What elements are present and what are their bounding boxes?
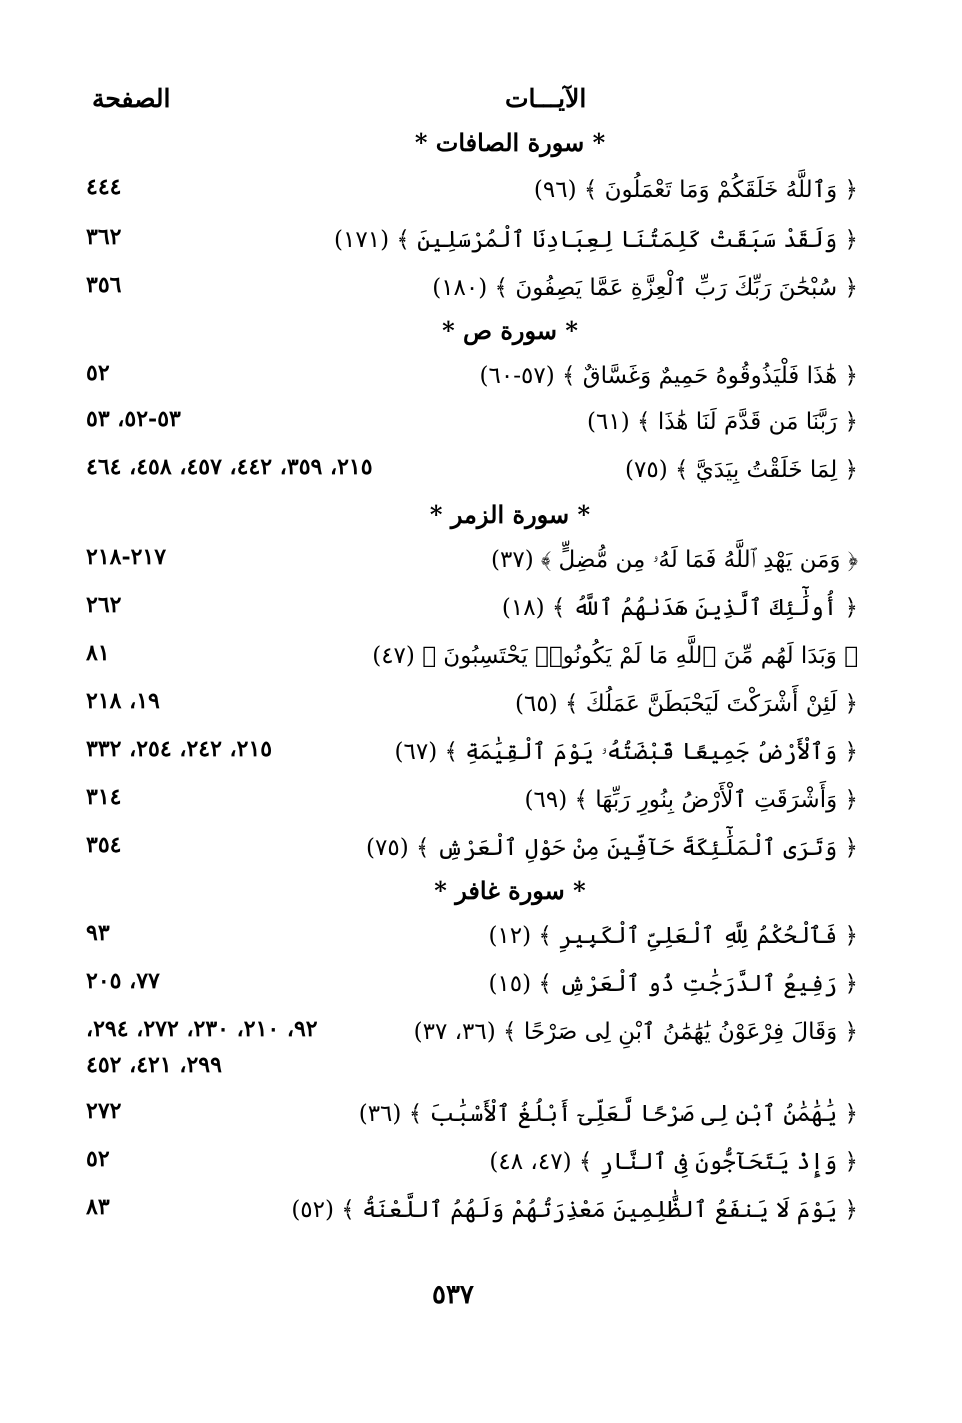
- index-row: [0, 404, 962, 444]
- page-refs: ٢١٥، ٢٤٢، ٢٥٤، ٣٣٢: [86, 736, 273, 762]
- page-refs: ١٩، ٢١٨: [86, 688, 160, 714]
- index-row: [0, 782, 962, 822]
- page-refs: ٢١٧-٢١٨: [86, 544, 167, 570]
- index-row: [0, 1192, 962, 1232]
- index-row: [0, 1144, 962, 1184]
- page-refs: ٣٦٢: [86, 224, 122, 250]
- verse-text: ﴿ هَٰذَا فَلْيَذُوقُوهُ حَمِيمٌ وَغَسَّاقٌ ﴾ (٥٧-٦٠): [479, 363, 858, 389]
- verse-text: ﴿ وَٱللَّهُ خَلَقَكُمْ وَمَا تَعْمَلُونَ ﴾ (٩٦): [533, 177, 858, 203]
- index-row: [0, 638, 962, 678]
- page-refs: ٢٦٢: [86, 592, 122, 618]
- surah-title-ghafir: * سورة غافر *: [434, 876, 586, 905]
- verses-column-header: الآيـــات: [505, 84, 587, 113]
- verse-text: ﴿ يَوْمَ لَا يَنفَعُ ٱلظَّٰلِمِينَ مَعْذِرَتُهُمْ وَلَهُمُ ٱللَّعْنَةُ ﴾ (٥٢): [291, 1197, 858, 1223]
- page-refs: ٥٢: [86, 360, 110, 386]
- verse-text: ﴿ فَٱلْحُكْمُ لِلَّهِ ٱلْعَلِىِّ ٱلْكَبِيرِ ﴾ (١٢): [488, 923, 858, 949]
- index-row: [0, 270, 962, 310]
- verse-text: ﴿ لَئِنْ أَشْرَكْتَ لَيَحْبَطَنَّ عَمَلُكَ ﴾ (٦٥): [515, 691, 858, 717]
- verse-text: ﴿ يَٰهَٰمَٰنُ ٱبْنِ لِى صَرْحًا لَّعَلِّىٓ أَبْلُغُ ٱلْأَسْبَٰبَ ﴾ (٣٦): [358, 1101, 858, 1127]
- index-row: [0, 222, 962, 262]
- verse-text: ﴿ وَلَقَدْ سَبَقَتْ كَلِمَتُنَا لِعِبَادِنَا ٱلْمُرْسَلِينَ ﴾ (١٧١): [334, 227, 858, 253]
- index-row: [0, 358, 962, 398]
- verse-text: ﴿ وَقَالَ فِرْعَوْنُ يَٰهَٰمَٰنُ ٱبْنِ لِى صَرْحًا ﴾ (٣٦، ٣٧): [413, 1019, 858, 1045]
- page-refs: ٩٢، ٢١٠، ٢٣٠، ٢٧٢، ٢٩٤،: [86, 1016, 318, 1042]
- page-refs: ٢٧٢: [86, 1098, 122, 1124]
- verse-text: ﴿ رَبَّنَا مَن قَدَّمَ لَنَا هَٰذَا ﴾ (٦١): [587, 409, 858, 435]
- page-refs: ٥٢: [86, 1146, 110, 1172]
- verse-text: ﴿ وَتَرَى ٱلْمَلَٰٓئِكَةَ حَآفِّينَ مِنْ حَوْلِ ٱلْعَرْشِ ﴾ (٧٥): [366, 835, 858, 861]
- index-row: [0, 830, 962, 870]
- index-row: [0, 966, 962, 1006]
- page-refs: ٣٥٦: [86, 272, 122, 298]
- verse-text: ﴿ رَفِيعُ ٱلدَّرَجَٰتِ ذُو ٱلْعَرْشِ ﴾ (١٥): [488, 971, 858, 997]
- verse-text: ﴿ لِمَا خَلَقْتُ بِيَدَيَّ ﴾ (٧٥): [625, 457, 858, 483]
- page-refs: ٨١: [86, 640, 110, 666]
- index-row: [0, 590, 962, 630]
- index-row: [0, 172, 962, 212]
- page-number: ٥٣٧: [432, 1280, 474, 1310]
- index-row: [0, 918, 962, 958]
- page-refs: ٨٣: [86, 1194, 110, 1220]
- index-row: [0, 542, 962, 582]
- verse-text: ﴿ وَإِذْ يَتَحَآجُّونَ فِى ٱلنَّارِ ﴾ (٤٧، ٤٨): [489, 1149, 858, 1175]
- verse-text: ﴿ أُولَٰٓئِكَ ٱلَّذِينَ هَدَىٰهُمُ ٱللَّهُ ﴾ (١٨): [501, 595, 858, 621]
- index-row: [0, 1014, 962, 1054]
- verse-text: ﴿ سُبْحَٰنَ رَبِّكَ رَبِّ ٱلْعِزَّةِ عَمَّا يَصِفُونَ ﴾ (١٨٠): [432, 275, 858, 301]
- page-refs-continued: ٢٩٩، ٤٢١، ٤٥٢: [86, 1052, 222, 1078]
- verse-text: ﴿ وَبَدَا لَهُم مِّنَ ٱللَّهِ مَا لَمْ يَكُونُوا۟ يَحْتَسِبُونَ ﴾ (٤٧): [372, 643, 858, 669]
- surah-title-zumar: * سورة الزمر *: [429, 500, 591, 529]
- page-refs: ٤٤٤: [86, 174, 122, 200]
- page-refs: ٣٥٤: [86, 832, 122, 858]
- index-row: [0, 1096, 962, 1136]
- verse-text: ﴿ وَأَشْرَقَتِ ٱلْأَرْضُ بِنُورِ رَبِّهَا ﴾ (٦٩): [524, 787, 858, 813]
- page-refs: ٥٣-٥٢، ٥٣: [86, 406, 181, 432]
- verse-text: ﴿ وَمَن يَهْدِ ٱللَّهُ فَمَا لَهُۥ مِن مُّضِلٍّ ﴾ (٣٧): [491, 547, 858, 573]
- page-refs: ٣١٤: [86, 784, 122, 810]
- page-refs: ٢١٥، ٣٥٩، ٤٤٢، ٤٥٧، ٤٥٨، ٤٦٤: [86, 454, 373, 480]
- surah-title-saffat: * سورة الصافات *: [414, 128, 606, 157]
- index-row: [0, 686, 962, 726]
- index-row: [0, 734, 962, 774]
- page-refs: ٩٣: [86, 920, 110, 946]
- page-column-header: الصفحة: [92, 84, 171, 113]
- page-refs: ٧٧، ٢٠٥: [86, 968, 160, 994]
- verse-text: ﴿ وَٱلْأَرْضُ جَمِيعًا قَبْضَتُهُۥ يَوْمَ ٱلْقِيَٰمَةِ ﴾ (٦٧): [394, 739, 858, 765]
- index-row: [0, 452, 962, 492]
- surah-title-sad: * سورة ص *: [442, 316, 578, 345]
